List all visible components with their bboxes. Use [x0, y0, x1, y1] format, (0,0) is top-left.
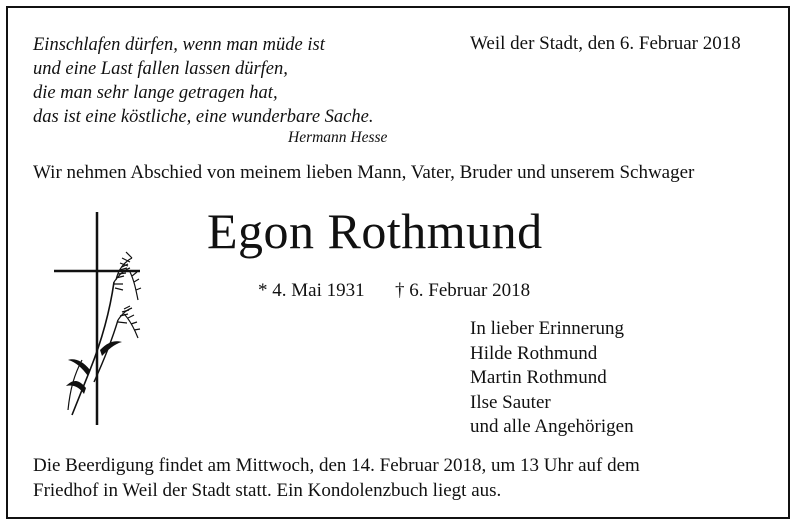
poem-line-2: und eine Last fallen lassen dürfen,: [33, 59, 288, 79]
poem-line-1: Einschlafen dürfen, wenn man müde ist: [33, 35, 325, 55]
mourner-name: und alle Angehörigen: [470, 416, 634, 437]
cross-with-wheat-icon: [52, 210, 144, 432]
place-date: Weil der Stadt, den 6. Februar 2018: [470, 33, 741, 54]
deceased-name: Egon Rothmund: [207, 203, 543, 259]
mourner-name: Ilse Sauter: [470, 391, 551, 413]
birth-date: * 4. Mai 1931: [258, 280, 365, 301]
poem-author: Hermann Hesse: [288, 129, 388, 146]
mourner-name: Hilde Rothmund: [470, 342, 598, 364]
death-date: † 6. Februar 2018: [395, 280, 531, 301]
funeral-info-line-2: Friedhof in Weil der Stadt statt. Ein Kondolenzbuch liegt aus.: [33, 480, 502, 501]
funeral-info-line-1: Die Beerdigung findet am Mittwoch, den 14. Februar 2018, um 13 Uhr auf dem: [33, 455, 640, 476]
poem-line-3: die man sehr lange getragen hat,: [33, 83, 278, 103]
mourners-intro: In lieber Erinnerung: [470, 318, 625, 339]
mourner-name: Martin Rothmund: [470, 367, 607, 388]
poem-line-4: das ist eine köstliche, eine wunderbare Sache.: [33, 107, 374, 127]
farewell-text: Wir nehmen Abschied von meinem lieben Mann, Vater, Bruder und unserem Schwager: [33, 162, 695, 183]
